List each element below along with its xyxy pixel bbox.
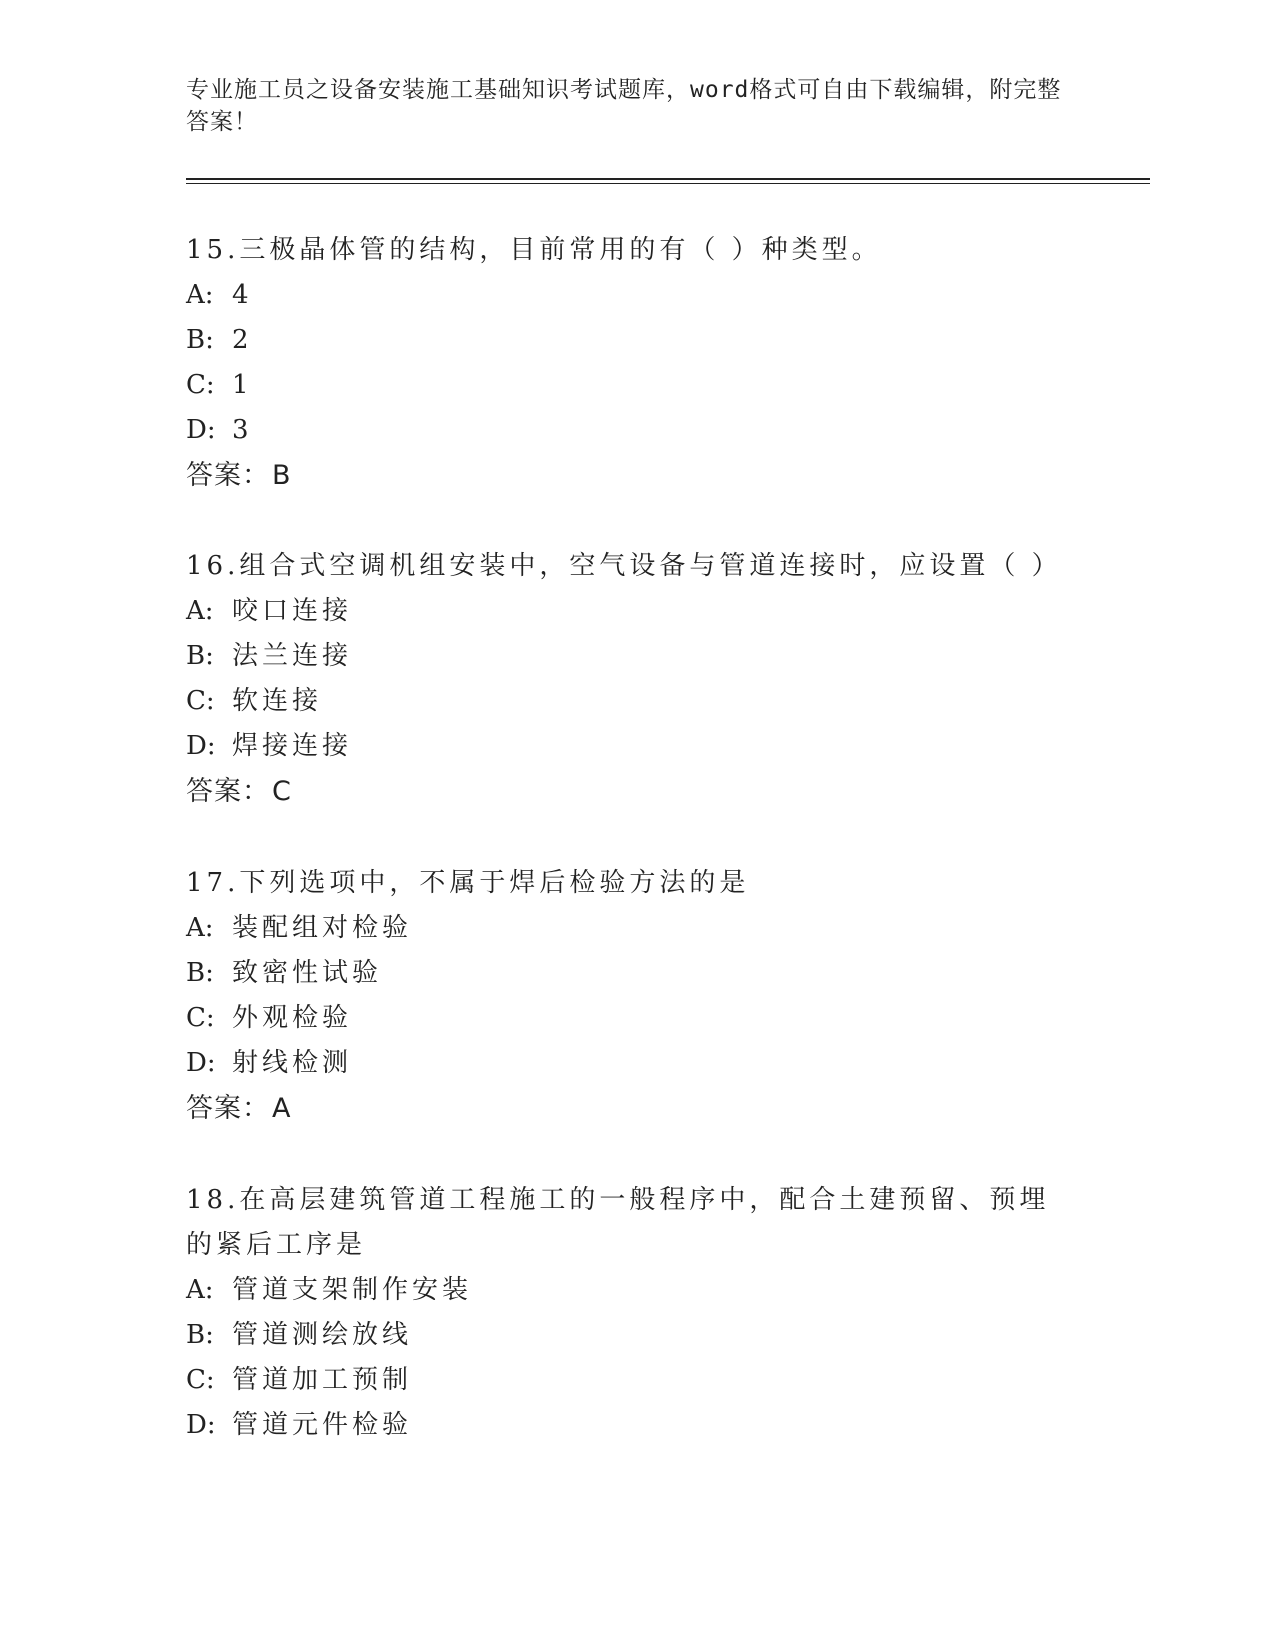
option-text: 管道加工预制: [232, 1365, 413, 1395]
question-stem: 18.在高层建筑管道工程施工的一般程序中，配合土建预留、预埋的紧后工序是: [186, 1185, 1050, 1260]
option-label: C:: [186, 1365, 215, 1395]
option-c: [186, 363, 1086, 408]
answer-value: C: [272, 776, 292, 807]
document-header: 专业施工员之设备安装施工基础知识考试题库，word格式可自由下载编辑，附完整答案！: [186, 77, 1062, 135]
option-text: 2: [232, 325, 253, 355]
option-label: C:: [186, 370, 215, 400]
option-text: 法兰连接: [232, 641, 353, 671]
option-c: [186, 679, 1086, 724]
option-c: [186, 1358, 1066, 1403]
option-b: [186, 318, 1086, 363]
option-label: B:: [186, 641, 214, 671]
question-17: [186, 861, 1086, 1131]
question-stem: 17.下列选项中，不属于焊后检验方法的是: [186, 868, 750, 898]
option-text: 1: [232, 370, 253, 400]
question-16: [186, 544, 1086, 814]
option-text: 咬口连接: [232, 596, 353, 626]
option-text: 软连接: [232, 686, 323, 716]
option-a: [186, 1268, 1066, 1313]
option-label: B:: [186, 325, 214, 355]
option-text: 射线检测: [232, 1048, 353, 1078]
option-label: D:: [186, 731, 216, 761]
option-text: 致密性试验: [232, 958, 383, 988]
option-d: [186, 724, 1086, 769]
option-c: [186, 996, 1086, 1041]
header-rule-thin: [186, 183, 1150, 184]
question-15: [186, 228, 1086, 498]
answer-value: A: [272, 1093, 292, 1124]
option-label: A:: [186, 596, 214, 626]
option-text: 4: [232, 280, 253, 310]
option-label: B:: [186, 958, 214, 988]
question-stem: 15.三极晶体管的结构，目前常用的有（ ）种类型。: [186, 235, 882, 265]
answer-line: [186, 769, 1086, 814]
option-label: D:: [186, 415, 216, 445]
question-18: [186, 1178, 1066, 1448]
option-text: 管道元件检验: [232, 1410, 413, 1440]
option-text: 3: [232, 415, 253, 445]
option-label: C:: [186, 686, 215, 716]
answer-label: 答案：: [186, 460, 270, 491]
option-a: [186, 273, 1086, 318]
option-d: [186, 1403, 1066, 1448]
option-b: [186, 634, 1086, 679]
option-text: 焊接连接: [232, 731, 353, 761]
option-label: D:: [186, 1048, 216, 1078]
option-text: 管道支架制作安装: [232, 1275, 473, 1305]
option-label: A:: [186, 913, 214, 943]
header-rule-thick: [186, 178, 1150, 180]
option-label: A:: [186, 1275, 214, 1305]
option-d: [186, 1041, 1086, 1086]
option-text: 外观检验: [232, 1003, 353, 1033]
option-text: 装配组对检验: [232, 913, 413, 943]
option-label: D:: [186, 1410, 216, 1440]
answer-line: [186, 453, 1086, 498]
option-d: [186, 408, 1086, 453]
option-text: 管道测绘放线: [232, 1320, 413, 1350]
option-b: [186, 1313, 1066, 1358]
answer-label: 答案：: [186, 776, 270, 807]
option-label: A:: [186, 280, 214, 310]
question-stem: 16.组合式空调机组安装中，空气设备与管道连接时，应设置（ ）: [186, 551, 1062, 581]
answer-line: [186, 1086, 1086, 1131]
answer-value: B: [272, 460, 292, 491]
option-label: B:: [186, 1320, 214, 1350]
option-a: [186, 589, 1086, 634]
option-b: [186, 951, 1086, 996]
option-a: [186, 906, 1086, 951]
answer-label: 答案：: [186, 1093, 270, 1124]
option-label: C:: [186, 1003, 215, 1033]
